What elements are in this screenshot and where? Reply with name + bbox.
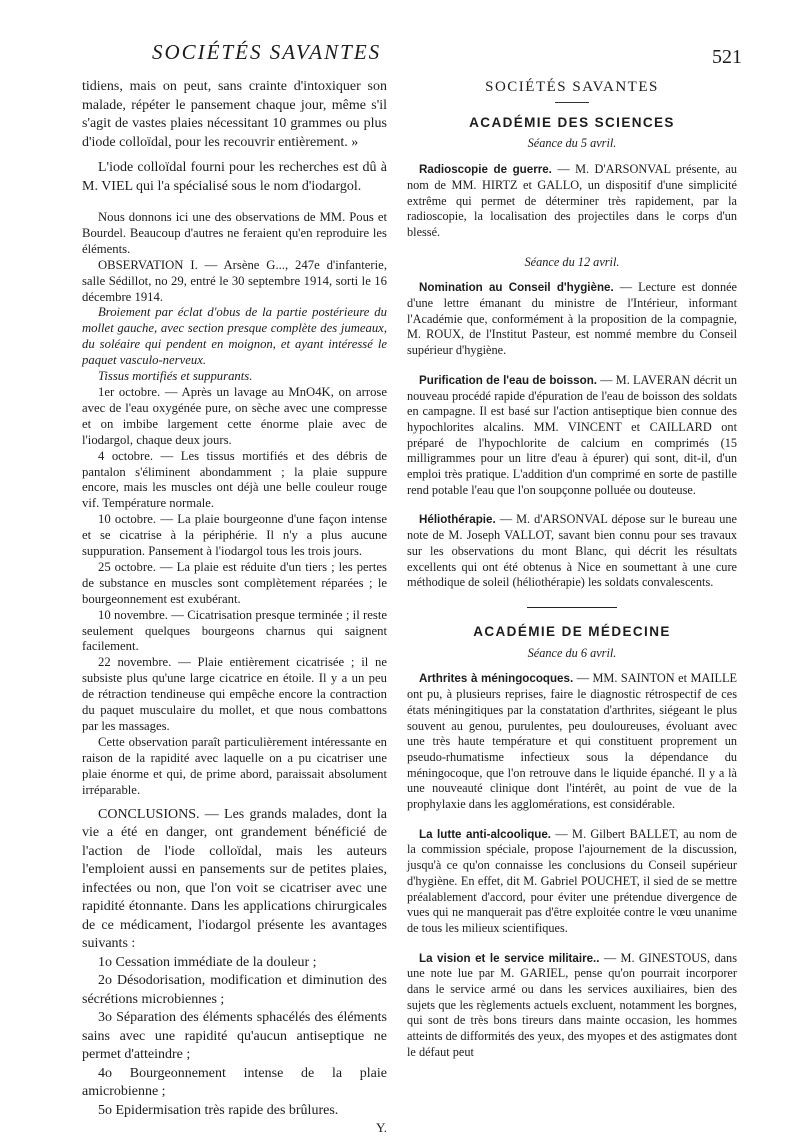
report-title: Nomination au Conseil d'hygiène.: [419, 281, 614, 295]
paragraph: tidiens, mais on peut, sans crainte d'intoxiquer son malade, répéter le pansement chaque jour, même s'il s'agit de vastes plaies nécessitant 10 grammes ou plus d'iode colloïdal, pour les recouvrir entièrement. »: [82, 79, 387, 150]
section-title: SOCIÉTÉS SAVANTES: [485, 79, 659, 95]
report-item: [407, 512, 737, 591]
section-separator: [527, 607, 617, 608]
right-column: [407, 78, 737, 1061]
academy-heading: ACADÉMIE DES SCIENCES: [469, 114, 675, 130]
observation-entry: 1er octobre. — Après un lavage au MnO4K, on arrose avec de l'eau oxygénée pure, on sèche avec une compresse et on imbibe largement cette énorme plaie avec de l'iodargol, chaque deux jours.: [82, 384, 387, 447]
page-number: 521: [712, 46, 742, 68]
signature: Y.: [376, 1120, 387, 1136]
session-date: Séance du 5 avril.: [527, 136, 617, 151]
list-item: 4o Bourgeonnement intense de la plaie amicrobienne ;: [82, 1065, 387, 1100]
paragraph: L'iode colloïdal fourni pour les recherches est dû à M. VIEL qui l'a spécialisé sous le nom d'iodargol.: [82, 160, 387, 194]
report-text: — MM. SAINTON et MAILLE ont pu, à plusieurs reprises, faire le diagnostic rétrospectif de ces états méningitiques par la constatation d'arthrites, siégeant le plus souvent au genou, purulentes, peu douloureuses, évoluant avec une très haute température et qui constituent proprement un pseudo-rhumatisme infectieux sous la dépendance du méningocoque, que l'on retrouve dans le liquide épanché. Il y a là une nouveauté clinique dont l'intérêt, au point de vue de la prophylaxie dans les agglomérations, est considérable.: [407, 671, 737, 812]
report-text: — M. d'ARSONVAL dépose sur le bureau une note de M. Joseph VALLOT, savant bien connu pour ses travaux sur les observations du mont Blanc, qui décrit les résultats excellents qui ont été obtenus à Nice en soumettant à une cure méthodique de soleil (héliothérapie) les soldats convalescents.: [407, 512, 737, 590]
report-title: Héliothérapie.: [419, 513, 496, 527]
report-title: La vision et le service militaire..: [419, 951, 600, 965]
observation-entry: 25 octobre. — La plaie est réduite d'un tiers ; les pertes de substance en muscles sont complètement réparées ; le bourgeonnement est exubérant.: [82, 559, 387, 606]
report-item: [407, 671, 737, 812]
report-title: Purification de l'eau de boisson.: [419, 373, 598, 387]
observation-entry: 10 octobre. — La plaie bourgeonne d'une façon intense et se cicatrise à la périphérie. Il n'y a plus aucune suppuration. Pansement à l'iodargol tous les trois jours.: [82, 512, 387, 559]
observation-diagnosis: Broiement par éclat d'obus de la partie postérieure du mollet gauche, avec section presque complète des jumeaux, du soléaire qui pendent en moignon, et ayant intéressé le paquet vasculo-nerveux.: [82, 305, 387, 368]
report-text: — Lecture est donnée d'une lettre émanant du ministre de l'Intérieur, informant l'Académie que, conformément à la proposition de la compagnie, M. ROUX, de l'Institut Pasteur, est nommé membre du Conseil supérieur d'hygiène.: [407, 280, 738, 358]
report-text: — M. GINESTOUS, dans une note lue par M. GARIEL, pense qu'on pourrait incorporer dans le service armé ou dans les services auxiliaires, bien des sujets que les règlements actuels excluent, notamment les borgnes, qui sont de très bons tireurs dans mainte occasion, les hommes atteints de difformités des yeux, des myopes et des astigmates dont le défaut peut: [407, 950, 737, 1059]
report-item: [407, 373, 737, 499]
conclusions: CONCLUSIONS. — Les grands malades, dont la vie a été en danger, ont grandement bénéficié de l'action de l'iode colloïdal, mais les auteurs l'emploient aussi en pansements sur de petites plaies, infectées ou non, que l'on voit se cicatriser avec une rapidité étonnante. Dans les applications chirurgicales de ce médicament, l'iodargol présente les avantages suivants :: [82, 806, 387, 952]
list-item: 2o Désodorisation, modification et diminution des sécrétions microbiennes ;: [82, 973, 387, 1007]
report-text: — M. Gilbert BALLET, au nom de la commission spéciale, propose l'ajournement de la discussion, jusqu'à ce qu'on connaisse les conclusions du Conseil supérieur d'hygiène. En effet, dit M. Gabriel POUCHET, il sied de se mettre préalablement d'accord, pour éviter une prétendue divergence de vues qui ne manquerait pas d'être exploitée contre le vœu unanime de tous les milieux scientifiques.: [407, 826, 737, 935]
paragraph: Cette observation paraît particulièrement intéressante en raison de la rapidité avec laquelle on a pu cicatriser une plaie énorme et qui, de prime abord, paraissait absolument irréparable.: [82, 734, 387, 797]
session-date: Séance du 6 avril.: [527, 645, 617, 660]
running-head: SOCIÉTÉS SAVANTES: [152, 40, 382, 64]
observation-entry: 22 novembre. — Plaie entièrement cicatrisée ; il ne subsiste plus qu'une large cicatrice en étoile. Il y a un peu de rétraction tendineuse qui empêche encore la contraction du paquet musculaire du mollet, et que nous combattons par les massages.: [82, 655, 387, 733]
report-title: Radioscopie de guerre.: [419, 163, 552, 177]
session-date: Séance du 12 avril.: [524, 254, 620, 269]
observation-entry: 4 octobre. — Les tissus mortifiés et des débris de pantalon s'éliminent abondamment ; la plaie suppure encore, mais les muscles ont déjà une belle couleur rouge vif. Température normale.: [82, 448, 387, 511]
academy-heading: ACADÉMIE DE MÉDECINE: [473, 623, 671, 639]
report-text: — M. D'ARSONVAL présente, au nom de MM. HIRTZ et GALLO, un dispositif d'une simplicité extrême qui permet de déterminer très rapidement, par la radioscopie, la localisation des projectiles dans le corps d'un blessé.: [407, 162, 737, 239]
observation-note: Tissus mortifiés et suppurants.: [98, 369, 253, 384]
observation-heading: OBSERVATION I. — Arsène G..., 247e d'infanterie, salle Sédillot, no 29, entré le 30 septembre 1914, sorti le 16 décembre 1914.: [82, 257, 387, 304]
report-text: — M. LAVERAN décrit un nouveau procédé rapide d'épuration de l'eau de boisson des soldats en campagne. Il est basé sur l'action antiseptique bien connue des hypochlorites alcalins. MM. VINCENT et CAILLARD ont préparé de l'hypochlorite de calcium en comprimés (15 milligrammes pour un litre d'eau à épurer) qui sont, dit-il, d'un emploi très pratique. L'addition d'un comprimé en sorte de pastille rend potable l'eau que l'on soupçonne polluée ou douteuse.: [407, 372, 737, 497]
list-item: 1o Cessation immédiate de la douleur ;: [98, 954, 317, 970]
report-title: Arthrites à méningocoques.: [419, 672, 574, 686]
report-item: [407, 827, 737, 937]
page-header: [82, 40, 742, 72]
report-item: [407, 280, 737, 359]
title-rule: [555, 102, 589, 103]
left-column: [82, 78, 387, 1136]
report-item: [407, 162, 737, 241]
list-item: 5o Epidermisation très rapide des brûlures.: [98, 1102, 339, 1118]
list-item: 3o Séparation des éléments sphacélés des éléments sains avec une rapidité qu'aucun antiseptique ne permet d'atteindre ;: [82, 1010, 387, 1063]
report-title: La lutte anti-alcoolique.: [419, 827, 552, 841]
observation-entry: 10 novembre. — Cicatrisation presque terminée ; il reste seulement quelques bourgeons charnus qui saignent facilement.: [82, 607, 387, 654]
report-item: [407, 951, 737, 1061]
paragraph: Nous donnons ici une des observations de MM. Pous et Bourdel. Beaucoup d'autres ne feraient qu'en reproduire les éléments.: [82, 210, 387, 256]
